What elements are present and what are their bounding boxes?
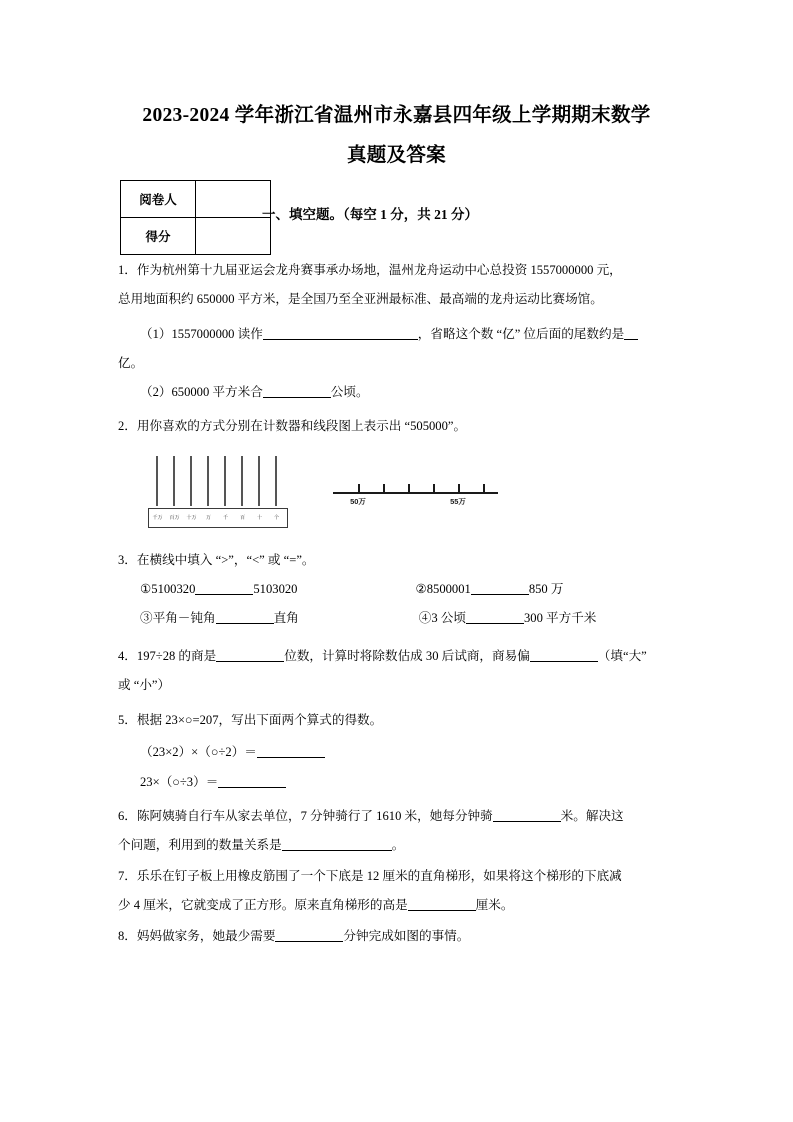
- q6-text-b: 米。解决这: [560, 809, 624, 823]
- section-heading: 一、填空题。（每空 1 分，共 21 分）: [262, 207, 478, 222]
- number-line-tick: [383, 484, 385, 493]
- answer-blank[interactable]: [263, 326, 418, 340]
- grader-table: [120, 180, 271, 255]
- counter-rod: [258, 456, 260, 506]
- counter-rod: [173, 456, 175, 506]
- question-1-sub-2: [118, 378, 683, 407]
- number-line-tick: [483, 484, 485, 493]
- place-label-baiwan: 百万: [169, 515, 180, 521]
- q3-item-3: [140, 611, 299, 625]
- q8-line-1: [118, 922, 683, 951]
- q1-sub1-continuation: 亿。: [118, 356, 144, 370]
- place-label-shiwan: 十万: [186, 515, 197, 521]
- q4-line-1: [118, 642, 683, 671]
- q2-line-1: 2．用你喜欢的方式分别在计数器和线段图上表示出 “505000”。: [118, 419, 467, 433]
- q8-text-a: 8．妈妈做家务，她最少需要: [118, 929, 276, 943]
- place-label-ge: 个: [273, 515, 279, 521]
- q6-text-d: 。: [391, 838, 405, 852]
- counter-rod: [241, 456, 243, 506]
- q1-sub2-text-a: （2）650000 平方米合: [140, 385, 263, 399]
- number-line-label-55wan: 55万: [450, 497, 466, 506]
- q4-text-b: 位数，计算时将除数估成 30 后试商，商易偏: [284, 649, 530, 663]
- q3-item-4: [419, 611, 597, 625]
- q1-sub2-text-b: 公顷。: [330, 385, 369, 399]
- answer-blank[interactable]: [530, 648, 598, 662]
- number-line-tick: [358, 484, 360, 493]
- question-6: [118, 802, 683, 860]
- question-2: [118, 412, 683, 441]
- q1-line-1: 1．作为杭州第十九届亚运会龙舟赛事承办场地，温州龙舟运动中心总投资 1557000000 元，: [118, 263, 622, 277]
- answer-blank[interactable]: [275, 928, 343, 942]
- score-value[interactable]: [196, 218, 271, 255]
- counter-rod: [275, 456, 277, 506]
- q7-line-2: [118, 891, 683, 920]
- q3-item2-b: 850 万: [528, 582, 564, 596]
- question-3: [118, 546, 683, 575]
- q3-line-1: 3．在横线中填入 “>”，“<” 或 “=”。: [118, 553, 315, 567]
- answer-blank[interactable]: [263, 384, 331, 398]
- q3-item1-a: ①5100320: [140, 582, 196, 596]
- place-label-bai: 百: [239, 515, 245, 521]
- counter-abacus-figure: [148, 454, 288, 532]
- answer-blank[interactable]: [257, 744, 325, 758]
- question-1-sub-1: [118, 320, 683, 378]
- q3-item4-a: ④3 公顷: [418, 611, 466, 625]
- answer-blank[interactable]: [216, 648, 284, 662]
- q5-expr-1: （23×2）×（○÷2）＝: [140, 745, 257, 759]
- place-label-qian: 千: [222, 515, 228, 521]
- question-4: [118, 642, 683, 700]
- q6-line-2: [118, 831, 683, 860]
- q3-item2-a: ②8500001: [415, 582, 471, 596]
- answer-blank[interactable]: [466, 610, 524, 624]
- page-title: [110, 96, 683, 176]
- table-row: [121, 218, 271, 255]
- q7-text-a: 少 4 厘米，它就变成了正方形。原来直角梯形的高是: [118, 898, 408, 912]
- number-line-tick: [433, 484, 435, 493]
- question-7: [118, 862, 683, 920]
- q3-item-1: [140, 582, 297, 596]
- q1-line-2: 总用地面积约 650000 平方米，是全国乃至全亚洲最标准、最高端的龙舟运动比赛场馆。: [118, 292, 603, 306]
- question-1: [118, 256, 683, 314]
- q1-sub1-text-b: ，省略这个数 “亿” 位后面的尾数约是: [417, 327, 625, 341]
- number-line-tick: [458, 484, 460, 493]
- answer-blank[interactable]: [216, 610, 274, 624]
- counter-rod: [224, 456, 226, 506]
- answer-blank[interactable]: [218, 774, 286, 788]
- q4-line-2: 或 “小”）: [118, 678, 171, 692]
- q3-item-2: [415, 582, 563, 596]
- counter-rod: [190, 456, 192, 506]
- question-5: [118, 706, 683, 735]
- q6-line-1: [118, 802, 683, 831]
- score-label: 得分: [121, 218, 196, 255]
- answer-blank[interactable]: [493, 808, 561, 822]
- q5-line-1: 5．根据 23×○=207，写出下面两个算式的得数。: [118, 713, 383, 727]
- q3-item3-b: 直角: [273, 611, 299, 625]
- question-3-items-row-1: [118, 575, 683, 604]
- answer-blank[interactable]: [624, 326, 638, 340]
- q1-sub1-line: [118, 320, 683, 349]
- number-line-label-50wan: 50万: [350, 497, 366, 506]
- q3-item3-a: ③平角－钝角: [140, 611, 216, 625]
- question-8: [118, 922, 683, 951]
- grader-name-label: 阅卷人: [121, 181, 196, 218]
- number-line-tick: [408, 484, 410, 493]
- grader-name-value[interactable]: [196, 181, 271, 218]
- counter-rod: [156, 456, 158, 506]
- q3-item1-b: 5103020: [253, 582, 298, 596]
- question-3-items-row-2: [118, 604, 683, 633]
- title-line-2: 真题及答案: [346, 145, 446, 166]
- counter-rod: [207, 456, 209, 506]
- title-line-1: 2023-2024 学年浙江省温州市永嘉县四年级上学期期末数学: [142, 105, 651, 126]
- place-label-qianwan: 千万: [152, 515, 163, 521]
- question-2-figures: [118, 452, 683, 534]
- q5-expr-2: 23×（○÷3）＝: [140, 775, 219, 789]
- place-label-wan: 万: [205, 515, 211, 521]
- q7-text-b: 厘米。: [475, 898, 514, 912]
- q4-text-c: （填“大”: [597, 649, 647, 663]
- q6-text-a: 6．陈阿姨骑自行车从家去单位，7 分钟骑行了 1610 米，她每分钟骑: [118, 809, 493, 823]
- q3-item4-b: 300 平方千米: [523, 611, 597, 625]
- question-5-expression-1: [118, 738, 683, 767]
- answer-blank[interactable]: [408, 897, 476, 911]
- q4-text-a: 4．197÷28 的商是: [118, 649, 217, 663]
- answer-blank[interactable]: [195, 581, 253, 595]
- q1-sub2-line: [118, 378, 683, 407]
- q8-text-b: 分钟完成如图的事情。: [343, 929, 470, 943]
- q6-text-c: 个问题，利用到的数量关系是: [118, 838, 282, 852]
- q1-sub1-text-a: （1）1557000000 读作: [140, 327, 263, 341]
- table-row: [121, 181, 271, 218]
- q7-line-1: 7．乐乐在钉子板上用橡皮筋围了一个下底是 12 厘米的直角梯形，如果将这个梯形的下底减: [118, 869, 622, 883]
- number-line-figure: [333, 474, 498, 518]
- answer-blank[interactable]: [282, 837, 392, 851]
- question-5-expression-2: [118, 768, 683, 797]
- place-label-shi: 十: [256, 515, 262, 521]
- answer-blank[interactable]: [471, 581, 529, 595]
